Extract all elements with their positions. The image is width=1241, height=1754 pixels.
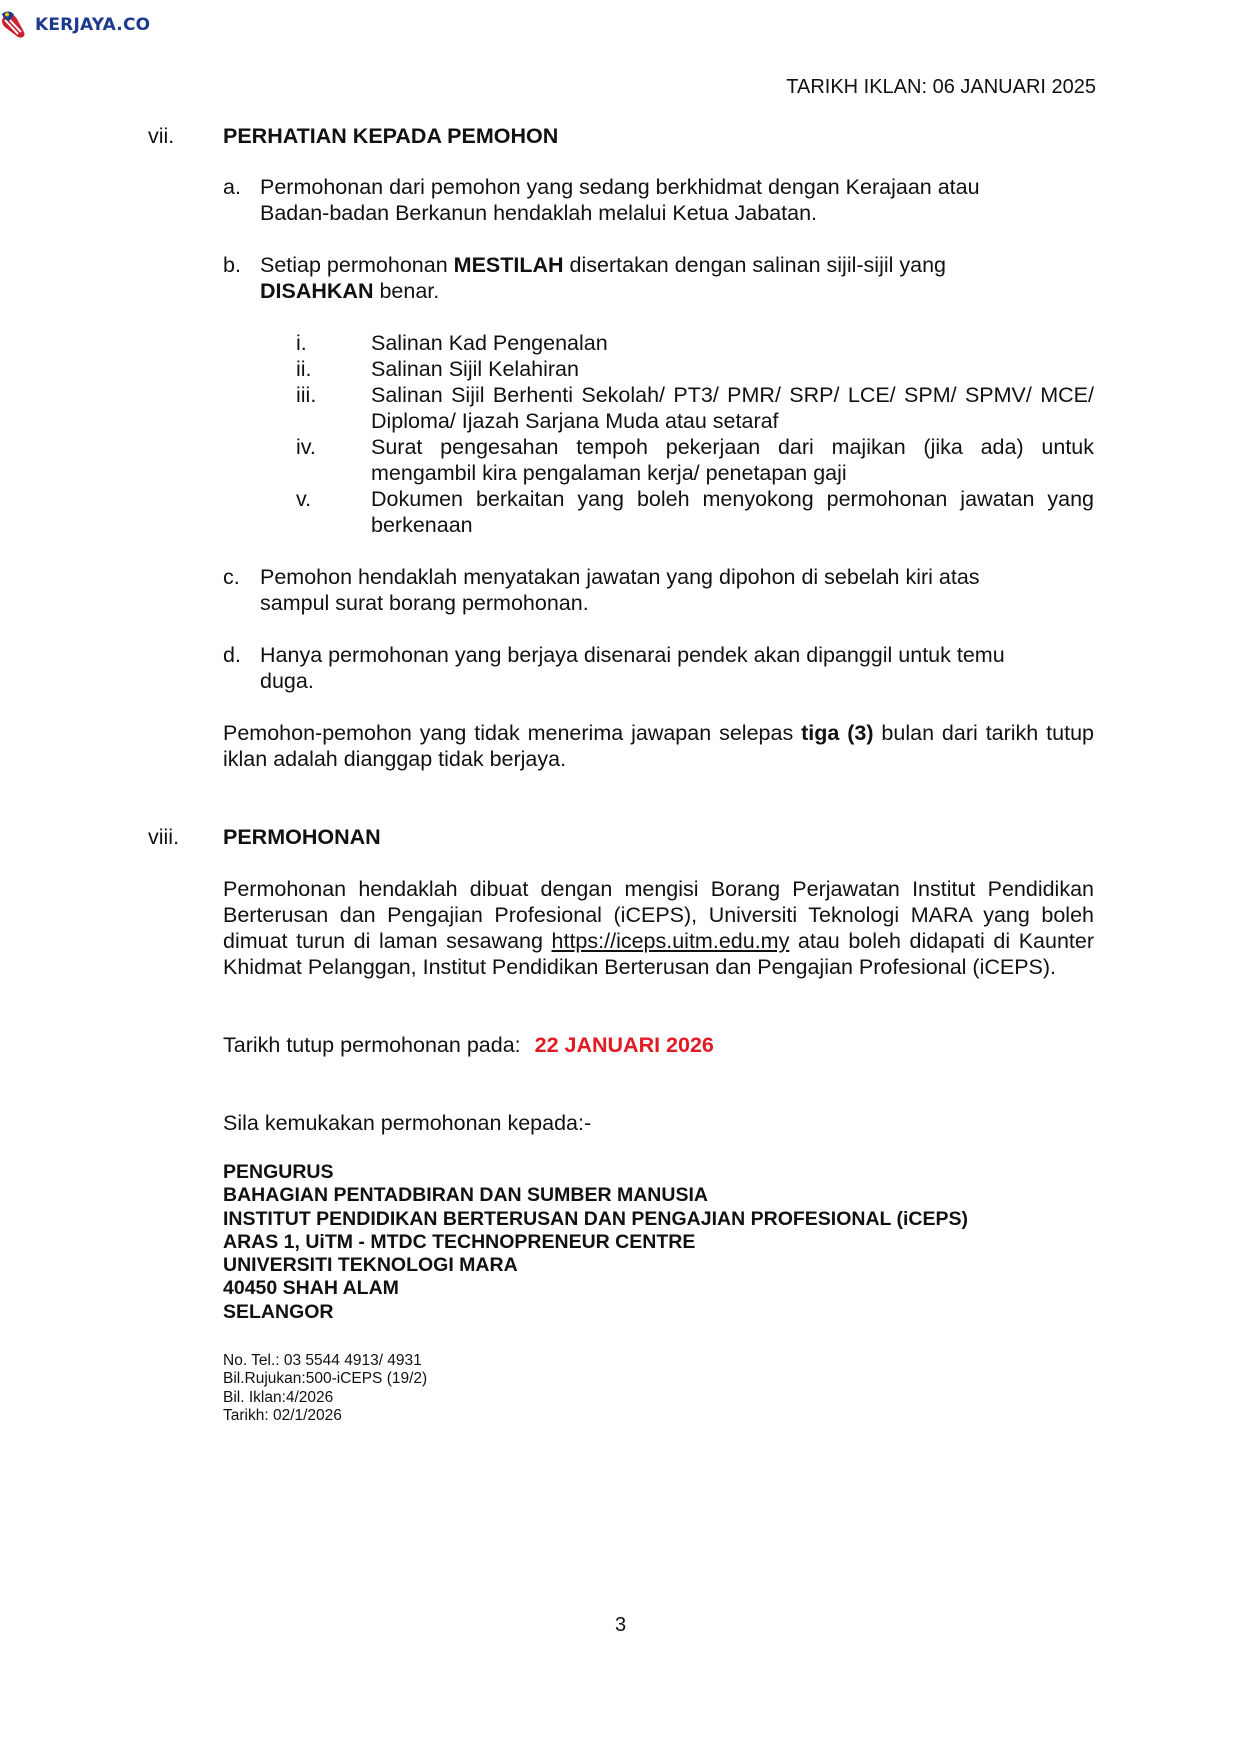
item-label: b.: [223, 253, 241, 277]
item-c-line1: Pemohon hendaklah menyatakan jawatan yang dipohon di sebelah kiri atas: [260, 565, 980, 589]
page-number: 3: [614, 1614, 627, 1636]
ad-date: TARIKH IKLAN: 06 JANUARI 2025: [786, 76, 1096, 98]
document-item: [296, 356, 1094, 382]
note-bold: tiga (3): [801, 721, 874, 745]
document-label: iii.: [296, 383, 317, 407]
reference-number: Bil.Rujukan:500-iCEPS (19/2): [223, 1370, 428, 1388]
closing-date-label: Tarikh tutup permohonan pada:: [223, 1033, 521, 1057]
document-text: Salinan Kad Pengenalan: [371, 331, 608, 355]
address-line: UNIVERSITI TEKNOLOGI MARA: [223, 1254, 518, 1277]
instructions-pre: Permohonan hendaklah dibuat dengan mengisi Borang Perjawatan Institut Pendidikan Berterusan dan Pengajian Profesional (iCEPS), Universiti Teknologi MARA yang boleh dimuat turun di laman sesawang: [223, 877, 1094, 953]
item-label: d.: [223, 643, 241, 667]
address-line: SELANGOR: [223, 1300, 334, 1323]
list-item-a: [223, 174, 1094, 226]
item-a-line2: Badan-badan Berkanun hendaklah melalui Ketua Jabatan.: [260, 201, 818, 225]
note-pre: Pemohon-pemohon yang tidak menerima jawapan selepas: [223, 721, 802, 745]
section-vii-title: PERHATIAN KEPADA PEMOHON: [223, 124, 559, 148]
document-text: Salinan Sijil Kelahiran: [371, 357, 579, 381]
document-item: [296, 382, 1094, 434]
application-instructions: [223, 876, 1094, 980]
ad-number: Bil. Iklan:4/2026: [223, 1388, 334, 1406]
note-post: bulan dari tarikh tutup iklan adalah dianggap tidak berjaya.: [223, 721, 1094, 771]
item-a-line1: Permohonan dari pemohon yang sedang berkhidmat dengan Kerajaan atau: [260, 175, 980, 199]
logo-text: KERJAYA.CO: [35, 15, 151, 35]
address-line: BAHAGIAN PENTADBIRAN DAN SUMBER MANUSIA: [223, 1184, 708, 1207]
document-text: Dokumen berkaitan yang boleh menyokong permohonan jawatan yang berkenaan: [371, 487, 1094, 537]
item-b-mid: disertakan dengan salinan sijil-sijil yang: [569, 253, 946, 277]
document-label: ii.: [296, 357, 312, 381]
closing-date-value: 22 JANUARI 2026: [534, 1033, 714, 1057]
item-b-post: benar.: [373, 279, 440, 303]
document-label: v.: [296, 487, 312, 511]
item-b-line2: [260, 278, 1094, 304]
malaysia-flag-heart-icon: [0, 8, 34, 42]
document-text: Surat pengesahan tempoh pekerjaan dari majikan (jika ada) untuk mengambil kira pengalaman kerja/ penetapan gaji: [371, 435, 1094, 485]
list-item-b: [223, 252, 1094, 304]
document-label: iv.: [296, 435, 316, 459]
document-item: [296, 330, 1094, 356]
item-b-pre: Setiap permohonan: [260, 253, 448, 277]
mailing-address: [223, 1161, 968, 1324]
document-label: i.: [296, 331, 307, 355]
item-b-bold-disahkan: DISAHKAN: [260, 279, 374, 303]
phone-number: No. Tel.: 03 5544 4913/ 4931: [223, 1352, 422, 1369]
item-b-bold-mestilah: MESTILAH: [453, 253, 564, 277]
address-line: ARAS 1, UiTM - MTDC TECHNOPRENEUR CENTRE: [223, 1230, 696, 1253]
closing-date-line: [223, 1032, 714, 1058]
address-line: PENGURUS: [223, 1161, 334, 1183]
section-viii-title: PERMOHONAN: [223, 825, 381, 849]
address-line: INSTITUT PENDIDIKAN BERTERUSAN DAN PENGAJIAN PROFESIONAL (iCEPS): [223, 1207, 969, 1230]
section-viii-number: viii.: [148, 825, 180, 849]
item-label: a.: [223, 175, 241, 199]
instructions-post: atau boleh didapati di Kaunter Khidmat Pelanggan, Institut Pendidikan Berterusan dan Pengajian Profesional (iCEPS).: [223, 929, 1095, 979]
document-date: Tarikh: 02/1/2026: [223, 1406, 342, 1424]
section-vii-number: vii.: [148, 124, 175, 148]
reference-info: [223, 1352, 427, 1425]
no-reply-note: [223, 720, 1094, 772]
address-line: 40450 SHAH ALAM: [223, 1277, 399, 1300]
document-item: [296, 486, 1094, 538]
submit-to-label: Sila kemukakan permohonan kepada:-: [223, 1111, 592, 1135]
item-d-line2: duga.: [260, 669, 314, 693]
document-text: Salinan Sijil Berhenti Sekolah/ PT3/ PMR/ SRP/ LCE/ SPM/ SPMV/ MCE/ Diploma/ Ijazah Sarjana Muda atau setaraf: [371, 383, 1094, 433]
list-item-d: [223, 642, 1094, 694]
document-item: [296, 434, 1094, 486]
item-d-line1: Hanya permohonan yang berjaya disenarai pendek akan dipanggil untuk temu: [260, 643, 1005, 667]
list-item-c: [223, 564, 1094, 616]
kerjaya-logo[interactable]: [0, 8, 150, 42]
item-b-line1: [260, 252, 1094, 278]
item-label: c.: [223, 565, 240, 589]
item-c-line2: sampul surat borang permohonan.: [260, 591, 589, 615]
iceps-website-link[interactable]: https://iceps.uitm.edu.my: [551, 929, 790, 953]
